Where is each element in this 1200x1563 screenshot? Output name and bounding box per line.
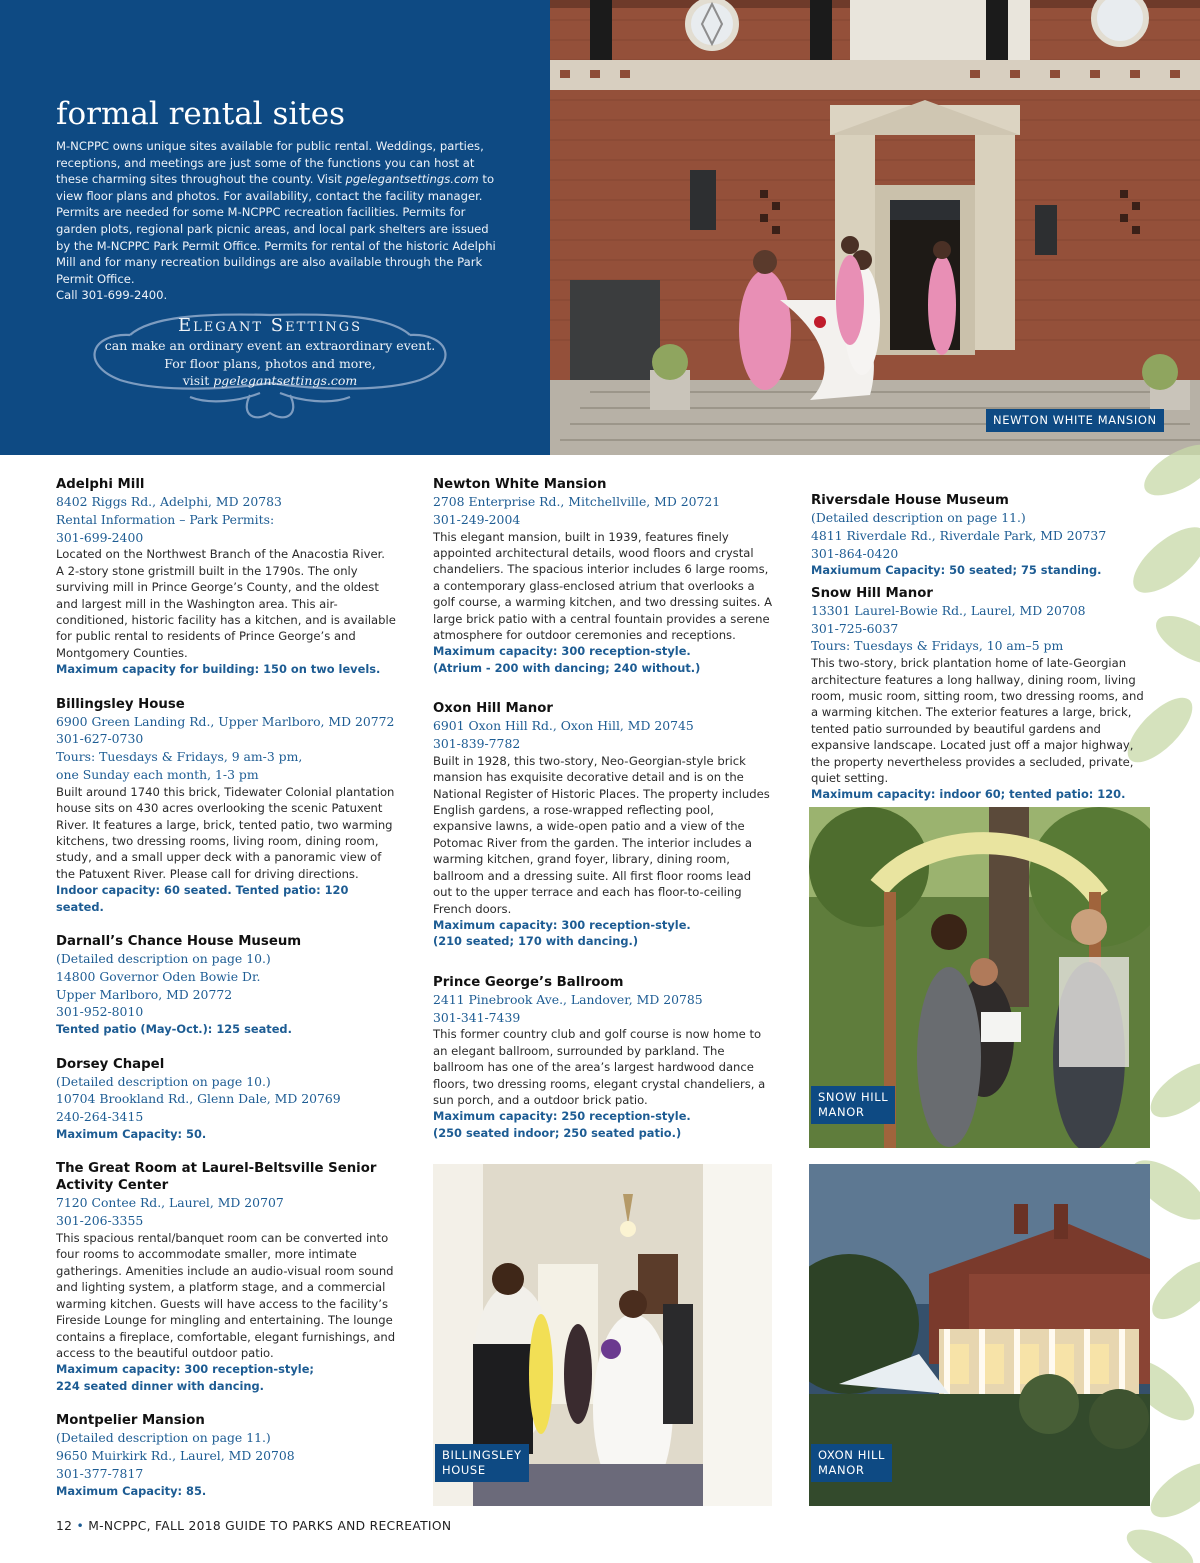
site-address: 10704 Brookland Rd., Glenn Dale, MD 20769 <box>56 1091 341 1107</box>
site-phone: 301-377-7817 <box>56 1465 144 1481</box>
caption-line: MANOR <box>818 1463 865 1477</box>
site-address: 8402 Riggs Rd., Adelphi, MD 20783 <box>56 494 282 509</box>
site-phone: 240-264-3415 <box>56 1109 144 1125</box>
site-description: Built around 1740 this brick, Tidewater Colonial plantation house sits on 430 acres overlooking the scenic Patuxent River. It features a large, brick, tented patio, two warming kitchens, two dressing rooms, living room, dining room, study, and a small upper deck with a panoramic view of the Patuxent River. Please call for driving directions. <box>56 784 395 881</box>
elegant-settings-badge <box>80 305 460 425</box>
snow-hill-caption <box>811 1086 895 1124</box>
badge-title: Elegant Settings <box>177 315 362 336</box>
intro-text-cont: to view floor plans and photos. For availability, contact the facility manager. Permits are needed for some M-NCPPC recreation facilities. Permits for garden plots, regional park picnic areas, and local park shelters are issued by the M-NCPPC Park Permit Office. Permits for rental of the historic Adelphi Mill and for many recreation buildings are also available through the Park Permit Office. <box>56 172 496 286</box>
listing-oxon-hill <box>433 700 773 949</box>
site-capacity: (Atrium - 200 with dancing; 240 without.) <box>433 660 701 675</box>
page-footer <box>56 1519 451 1533</box>
site-rental-info: Rental Information – Park Permits: <box>56 511 275 527</box>
badge-line <box>80 373 460 388</box>
site-description: This spacious rental/banquet room can be converted into four rooms to accommodate smaller, more intimate gatherings. Amenities include an audio-visual room sound and lighting system, a platform stage, and a commercial warming kitchen. Guests will have access to the facility’s Fireside Lounge for mingling and entertaining. The lounge contains a fireplace, comfortable, elegant furnishings, and access to the beautiful outdoor patio. <box>56 1231 396 1360</box>
listing-montpelier-mansion <box>56 1412 396 1499</box>
site-name: Newton White Mansion <box>433 477 607 492</box>
site-phone: 301-864-0420 <box>811 545 899 561</box>
site-capacity: 224 seated dinner with dancing. <box>56 1378 264 1393</box>
site-tours: Tours: Tuesdays & Fridays, 9 am-3 pm, <box>56 749 303 765</box>
site-name: Riversdale House Museum <box>811 493 1009 508</box>
caption-line: HOUSE <box>442 1463 486 1477</box>
site-name: Darnall’s Chance House Museum <box>56 934 302 950</box>
caption-line: BILLINGSLEY <box>442 1448 522 1462</box>
site-name: The Great Room at Laurel-Beltsville Senior Activity Center <box>56 1161 377 1194</box>
site-phone: 301-839-7782 <box>433 736 521 752</box>
hero-panel <box>0 0 550 455</box>
billingsley-caption <box>435 1444 529 1482</box>
site-description-ref: (Detailed description on page 11.) <box>811 510 1026 525</box>
site-address: 9650 Muirkirk Rd., Laurel, MD 20708 <box>56 1447 295 1463</box>
caption-line: SNOW HILL <box>818 1090 889 1104</box>
listing-snow-hill <box>811 585 1151 803</box>
site-address: 14800 Governor Oden Bowie Dr. <box>56 968 261 984</box>
site-phone: 301-249-2004 <box>433 511 521 527</box>
listing-adelphi-mill <box>56 476 396 678</box>
site-description-ref: (Detailed description on page 11.) <box>56 1430 271 1446</box>
site-capacity: Indoor capacity: 60 seated. Tented patio: 120 seated. <box>56 883 349 914</box>
site-capacity: Tented patio (May-Oct.): 125 seated. <box>56 1022 292 1037</box>
intro-text: M-NCPPC owns unique sites available for public rental. Weddings, parties, receptions, and meetings are just some of the functions you can host at these charming sites throughout the county. Visit <box>56 139 484 187</box>
page-title: formal rental sites <box>56 96 345 132</box>
badge-visit-text: visit <box>182 373 214 388</box>
site-capacity: Maximum capacity: 300 reception-style. <box>433 644 691 659</box>
site-address: Upper Marlboro, MD 20772 <box>56 986 233 1002</box>
site-capacity: (210 seated; 170 with dancing.) <box>433 934 639 949</box>
listing-column-3 <box>811 492 1151 821</box>
listing-column-2 <box>433 476 773 1159</box>
site-tours: Tours: Tuesdays & Fridays, 10 am–5 pm <box>811 638 1064 654</box>
site-name: Prince George’s Ballroom <box>433 974 624 990</box>
caption-line: OXON HILL <box>818 1448 886 1462</box>
listing-great-room-laurel <box>56 1160 396 1394</box>
badge-line: can make an ordinary event an extraordinary event. <box>104 338 436 353</box>
listing-newton-white <box>433 476 773 676</box>
listing-prince-georges-ballroom <box>433 974 773 1141</box>
site-name: Billingsley House <box>56 696 185 712</box>
site-phone: 301-725-6037 <box>811 620 899 636</box>
site-name: Oxon Hill Manor <box>433 701 553 717</box>
site-phone: 301-952-8010 <box>56 1004 144 1020</box>
caption-line: MANOR <box>818 1105 865 1119</box>
site-name: Montpelier Mansion <box>56 1413 205 1429</box>
listing-dorsey-chapel <box>56 1056 396 1143</box>
site-address: 4811 Riverdale Rd., Riverdale Park, MD 20737 <box>811 527 1107 543</box>
site-capacity: Maxiumum Capacity: 50 seated; 75 standing. <box>811 563 1102 578</box>
site-address: 2708 Enterprise Rd., Mitchellville, MD 20721 <box>433 494 721 509</box>
site-capacity: Maximum capacity: 300 reception-style; <box>56 1362 314 1377</box>
site-tours: one Sunday each month, 1-3 pm <box>56 767 259 783</box>
footer-text: M-NCPPC, FALL 2018 GUIDE TO PARKS AND RECREATION <box>88 1519 452 1533</box>
hero-intro <box>56 138 501 304</box>
site-phone: 301-699-2400 <box>56 529 144 545</box>
site-capacity: Maximum capacity for building: 150 on two levels. <box>56 662 381 677</box>
newton-white-mansion-caption: NEWTON WHITE MANSION <box>986 409 1164 432</box>
mansion-photo-illustration <box>550 0 1200 455</box>
site-capacity: Maximum Capacity: 50. <box>56 1127 207 1142</box>
site-address: 7120 Contee Rd., Laurel, MD 20707 <box>56 1195 284 1211</box>
site-phone: 301-627-0730 <box>56 731 144 747</box>
badge-website-link[interactable]: pgelegantsettings.com <box>213 373 358 388</box>
site-capacity: Maximum capacity: indoor 60; tented patio: 120. <box>811 787 1126 802</box>
site-name: Snow Hill Manor <box>811 585 933 601</box>
site-capacity: (250 seated indoor; 250 seated patio.) <box>433 1125 682 1140</box>
intro-website-link[interactable]: pgelegantsettings.com <box>345 172 479 187</box>
listing-column-1 <box>56 476 396 1517</box>
site-description: Built in 1928, this two-story, Neo-Georgian-style brick mansion has exquisite decorative detail and is on the National Register of Historic Places. The property includes English gardens, a rose-wrapped reflecting pool, expansive lawns, a wide-open patio and a view of the Potomac River from the garden. The interior includes a warming kitchen, grand foyer, library, dining room, ballroom and a dressing suite. All first floor rooms lead out to the upper terrace and each has floor-to-ceiling French doors. <box>433 753 770 916</box>
site-description: Located on the Northwest Branch of the Anacostia River. A 2-story stone gristmill built in the 1790s. The only surviving mill in Prince George’s County, and the oldest and largest mill in the Washington area. This air-conditioned, historic facility has a kitchen, and is available for public rental to residents of Prince George’s and Montgomery Counties. <box>56 547 396 660</box>
page-number: 12 <box>56 1519 73 1533</box>
site-address: 6900 Green Landing Rd., Upper Marlboro, MD 20772 <box>56 713 395 729</box>
footer-bullet: • <box>76 1519 85 1533</box>
site-phone: 301-206-3355 <box>56 1213 144 1229</box>
site-capacity: Maximum Capacity: 85. <box>56 1483 207 1498</box>
site-capacity: Maximum capacity: 300 reception-style. <box>433 917 691 932</box>
site-name: Adelphi Mill <box>56 477 145 492</box>
site-description: This two-story, brick plantation home of late-Georgian architecture features a long hallway, dining room, living room, music room, sitting room, two dressing rooms, and a warming kitchen. The exterior features a large, brick, tented patio surrounded by beautiful gardens and expansive landscape. Located just off a major highway, the property nevertheless provides a secluded, private, quiet setting. <box>811 656 1144 786</box>
site-description-ref: (Detailed description on page 10.) <box>56 1073 271 1089</box>
site-phone: 301-341-7439 <box>433 1009 521 1025</box>
site-description: This former country club and golf course is now home to an elegant ballroom, surrounded by parkland. The ballroom has one of the area’s largest hardwood dance floors, two dressing rooms, elegant crystal chandeliers, a sun porch, and a outdoor brick patio. <box>433 1027 766 1107</box>
badge-line: For floor plans, photos and more, <box>164 356 376 371</box>
site-name: Dorsey Chapel <box>56 1056 165 1072</box>
site-address: 13301 Laurel-Bowie Rd., Laurel, MD 20708 <box>811 602 1086 618</box>
listing-billingsley-house <box>56 696 396 915</box>
listing-riversdale <box>811 492 1151 579</box>
oxon-hill-caption <box>811 1444 892 1482</box>
site-address: 6901 Oxon Hill Rd., Oxon Hill, MD 20745 <box>433 718 694 734</box>
intro-phone: Call 301-699-2400. <box>56 288 168 303</box>
listing-darnalls-chance <box>56 933 396 1038</box>
site-description: This elegant mansion, built in 1939, features finely appointed architectural details, wood floors and crystal chandeliers. The spacious interior includes 6 large rooms, a contemporary glass-enclosed atrium that overlooks a golf course, a warming kitchen, and two dressing suites. A large brick patio with a central fountain provides a serene atmosphere for outdoor ceremonies and receptions. <box>433 529 773 643</box>
site-address: 2411 Pinebrook Ave., Landover, MD 20785 <box>433 991 703 1007</box>
site-description-ref: (Detailed description on page 10.) <box>56 951 271 967</box>
site-capacity: Maximum capacity: 250 reception-style. <box>433 1109 691 1124</box>
newton-white-mansion-photo <box>550 0 1200 455</box>
